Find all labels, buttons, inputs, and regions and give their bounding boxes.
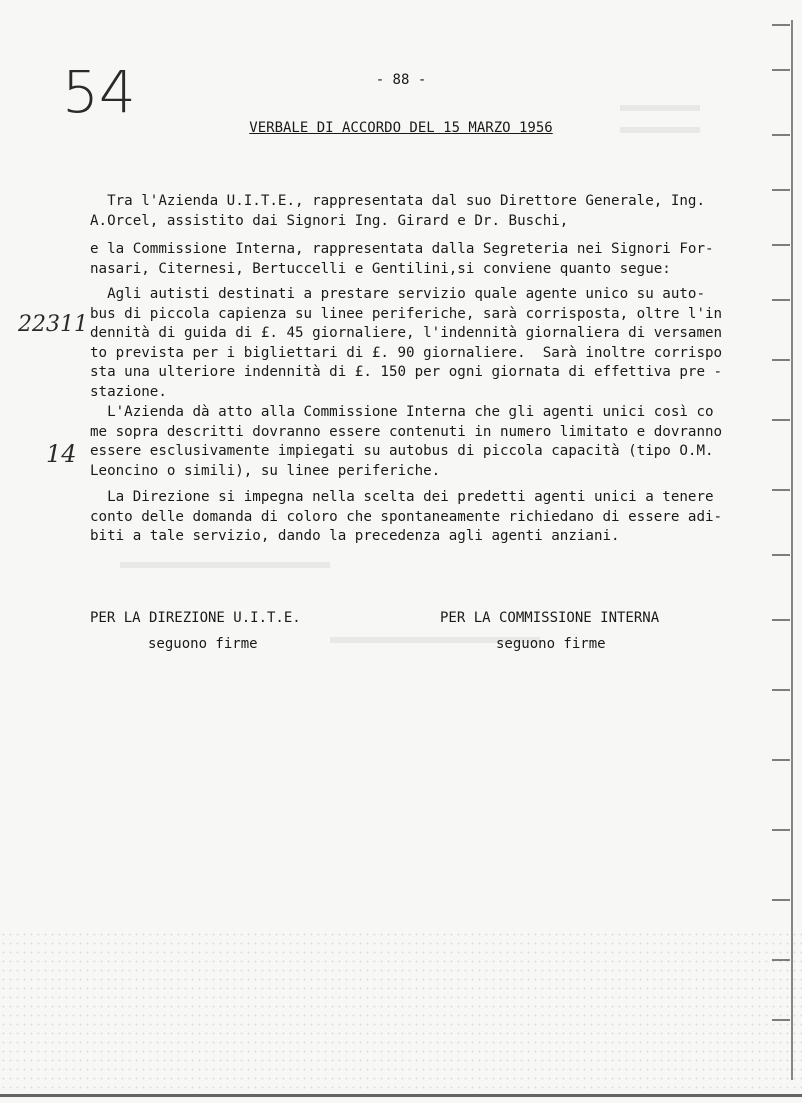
paper-edge-marks: [732, 0, 802, 1103]
signature-heading-direzione: PER LA DIREZIONE U.I.T.E.: [90, 610, 301, 626]
handwritten-folio-number: 54: [62, 58, 136, 126]
paragraph-selection: La Direzione si impegna nella scelta dei predetti agenti unici a tenere conto delle domanda di coloro che spontaneamente richiedano di essere adi- biti a tale servizio, dando la precedenza agli agenti anziani.: [90, 489, 723, 544]
page-bottom-edge: [0, 1094, 802, 1097]
signature-note-commissione: seguono firme: [496, 636, 606, 652]
paragraph-allowances: Agli autisti destinati a prestare servizio quale agente unico su auto- bus di piccola capienza su linee periferiche, sarà corrisposta, oltre l'in dennità di guida di £. 45 giornaliere, l'indennità giornaliera di versamen to prevista per i bigliettari di £. 90 giornaliere. Sarà inoltre corrispo sta una ulteriore indennità di £. 150 per ogni giornata di effettiva pre - stazione.: [90, 286, 723, 400]
scan-noise: [0, 930, 802, 1095]
paragraph-parties: Tra l'Azienda U.I.T.E., rappresentata dal suo Direttore Generale, Ing. A.Orcel, assistito dai Signori Ing. Girard e Dr. Buschi,: [90, 193, 705, 229]
handwritten-margin-note: 22311: [18, 312, 88, 337]
paragraph-commission: e la Commissione Interna, rappresentata dalla Segreteria nei Signori For- nasari, Citernesi, Bertuccelli e Gentilini,si conviene quanto segue:: [90, 241, 714, 277]
signature-heading-commissione: PER LA COMMISSIONE INTERNA: [440, 610, 660, 626]
page-number: - 88 -: [375, 72, 427, 88]
paragraph-limits: L'Azienda dà atto alla Commissione Interna che gli agenti unici così co me sopra descritti dovranno essere contenuti in numero limitato e dovranno essere esclusivamente impiegati su autobus di piccola capacità (tipo O.M. Leoncino o simili), su linee periferiche.: [90, 404, 723, 479]
handwritten-margin-note: 14: [46, 440, 77, 468]
signature-note-direzione: seguono firme: [148, 636, 258, 652]
document-title: VERBALE DI ACCORDO DEL 15 MARZO 1956: [249, 120, 553, 136]
